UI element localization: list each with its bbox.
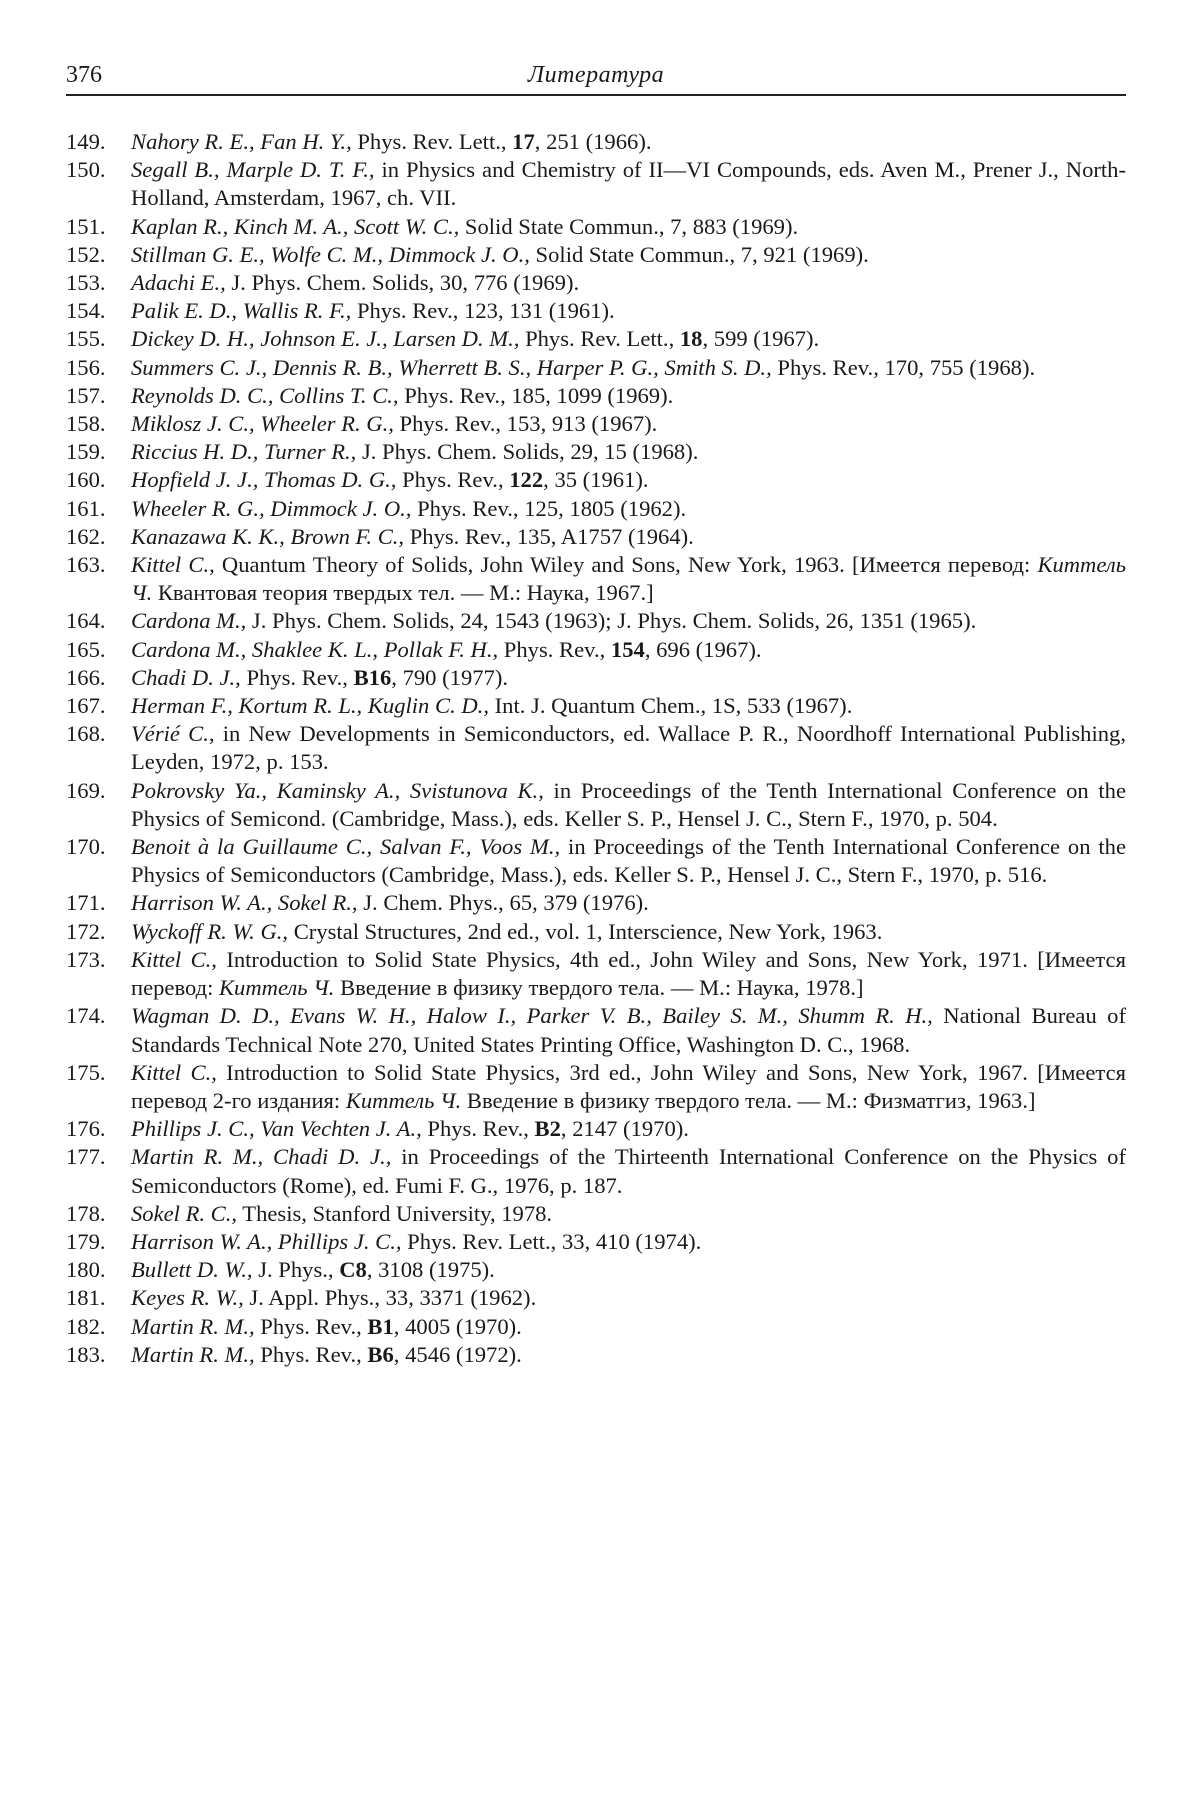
reference-number: 155. (66, 326, 106, 352)
reference-authors: Harrison W. A., Phillips J. C., (131, 1228, 402, 1254)
reference-citation: J. Phys. Chem. Solids, 29, 15 (1968). (356, 439, 699, 465)
reference-item (66, 269, 1126, 297)
reference-authors: Wyckoff R. W. G., (131, 918, 289, 944)
reference-text (131, 411, 657, 436)
reference-authors: Pokrovsky Ya., Kaminsky A., Svistunova K., (131, 777, 544, 803)
reference-authors: Riccius H. D., Turner R., (131, 439, 357, 465)
reference-authors: Phillips J. C., Van Vechten J. A., (131, 1116, 422, 1142)
reference-item (66, 1284, 1126, 1312)
reference-citation: Квантовая теория твердых тел. — М.: Наука, 1967.] (152, 580, 654, 606)
reference-citation: J. Phys., (252, 1257, 340, 1283)
reference-text (131, 242, 869, 267)
reference-item (66, 1200, 1126, 1228)
reference-number: 182. (66, 1313, 106, 1339)
reference-item (66, 382, 1126, 410)
reference-volume: B1 (367, 1313, 394, 1339)
reference-text (131, 1257, 495, 1282)
reference-authors: Herman F., Kortum R. L., Kuglin C. D., (131, 693, 489, 719)
reference-authors: Bullett D. W., (131, 1257, 253, 1283)
reference-authors: Stillman G. E., Wolfe C. M., Dimmock J. O., (131, 241, 530, 267)
reference-item (66, 636, 1126, 664)
reference-volume: B16 (353, 664, 392, 690)
reference-citation: , 2147 (1970). (560, 1116, 689, 1142)
reference-citation: Phys. Rev., (254, 1313, 368, 1339)
reference-item (66, 551, 1126, 607)
reference-number: 158. (66, 411, 106, 437)
reference-authors: Cardona M., Shaklee K. L., Pollak F. H., (131, 636, 499, 662)
reference-item (66, 833, 1126, 889)
reference-text (131, 214, 798, 239)
reference-item (66, 1115, 1126, 1143)
reference-volume: 154 (610, 636, 645, 662)
reference-citation: Int. J. Quantum Chem., 1S, 533 (1967). (488, 693, 853, 719)
reference-text (131, 1116, 689, 1141)
reference-number: 161. (66, 495, 106, 521)
reference-number: 166. (66, 664, 106, 690)
reference-number: 153. (66, 270, 106, 296)
reference-number: 162. (66, 523, 106, 549)
reference-list (66, 128, 1126, 1369)
reference-citation: Thesis, Stanford University, 1978. (237, 1200, 553, 1226)
reference-authors: Benoit à la Guillaume C., Salvan F., Voos M., (131, 834, 561, 860)
reference-item (66, 1002, 1126, 1058)
reference-text (131, 496, 686, 521)
reference-text (131, 524, 694, 549)
reference-citation: Введение в физику твердого тела. — М.: Физматгиз, 1963.] (461, 1087, 1036, 1113)
reference-citation: Crystal Structures, 2nd ed., vol. 1, Interscience, New York, 1963. (288, 918, 883, 944)
reference-authors: Vérié C., (131, 721, 215, 747)
reference-authors: Miklosz J. C., Wheeler R. G., (131, 411, 394, 437)
reference-number: 175. (66, 1059, 106, 1085)
reference-text (131, 129, 652, 154)
reference-item (66, 354, 1126, 382)
reference-citation: , 4546 (1972). (393, 1341, 522, 1367)
reference-item (66, 410, 1126, 438)
reference-number: 164. (66, 608, 106, 634)
reference-number: 167. (66, 693, 106, 719)
reference-citation: , 4005 (1970). (393, 1313, 522, 1339)
reference-number: 169. (66, 777, 106, 803)
reference-text (131, 298, 615, 323)
reference-number: 151. (66, 213, 106, 239)
reference-number: 173. (66, 946, 106, 972)
reference-item (66, 1256, 1126, 1284)
reference-number: 171. (66, 890, 106, 916)
reference-text (131, 1342, 522, 1367)
reference-volume: B6 (367, 1341, 394, 1367)
reference-authors: Martin R. M., (131, 1313, 255, 1339)
reference-citation: Phys. Rev., 123, 131 (1961). (351, 298, 615, 324)
reference-citation: Phys. Rev., (396, 467, 510, 493)
reference-citation: Solid State Commun., 7, 921 (1969). (529, 241, 869, 267)
reference-citation: , 251 (1966). (534, 129, 652, 154)
reference-text (131, 947, 1126, 1000)
reference-volume: C8 (339, 1257, 367, 1283)
reference-authors: Киттель Ч. (219, 975, 335, 1001)
reference-citation: Introduction to Solid State Physics, 3rd ed., John Wiley and Sons, New York, 1967. [Имеется перевод 2-го издания: (131, 1059, 1126, 1113)
reference-citation: Phys. Rev. Lett., 33, 410 (1974). (401, 1228, 702, 1254)
reference-item (66, 720, 1126, 776)
reference-text (131, 270, 579, 295)
reference-citation: Phys. Rev., (498, 636, 611, 662)
reference-item (66, 1059, 1126, 1115)
reference-citation: Phys. Rev., 153, 913 (1967). (393, 411, 658, 437)
reference-volume: 122 (509, 467, 544, 493)
reference-authors: Reynolds D. C., Collins T. C., (131, 382, 399, 408)
reference-number: 179. (66, 1228, 106, 1254)
reference-item (66, 297, 1126, 325)
reference-citation: Solid State Commun., 7, 883 (1969). (459, 213, 799, 239)
reference-text (131, 467, 649, 492)
reference-number: 170. (66, 834, 106, 860)
reference-item (66, 607, 1126, 635)
reference-authors: Kittel C., (131, 1059, 217, 1085)
reference-text (131, 1144, 1126, 1197)
reference-number: 165. (66, 636, 106, 662)
reference-item (66, 523, 1126, 551)
reference-citation: , 790 (1977). (391, 664, 509, 690)
reference-citation: in Proceedings of the Tenth International Conference on the Physics of Semiconductors (Cambridge, Mass.), eds. Keller S. P., Hensel J. C., Stern F., 1970, p. 516. (131, 834, 1126, 888)
reference-citation: , 35 (1961). (543, 467, 649, 493)
reference-item (66, 1313, 1126, 1341)
reference-citation: , 696 (1967). (644, 636, 762, 662)
reference-item (66, 918, 1126, 946)
reference-item (66, 213, 1126, 241)
reference-authors: Киттель Ч. (131, 552, 1126, 606)
page-header (66, 60, 1126, 96)
reference-volume: 17 (512, 129, 535, 154)
reference-citation: Phys. Rev., 135, A1757 (1964). (404, 523, 694, 549)
reference-citation: J. Phys. Chem. Solids, 30, 776 (1969). (225, 270, 580, 296)
reference-citation: in New Developments in Semiconductors, ed. Wallace P. R., Noordhoff International Publishing, Leyden, 1972, p. 153. (131, 721, 1126, 775)
reference-citation: , 3108 (1975). (366, 1257, 495, 1283)
reference-authors: Sokel R. C., (131, 1200, 238, 1226)
reference-text (131, 439, 698, 464)
page-number: 376 (66, 62, 102, 88)
reference-number: 178. (66, 1200, 106, 1226)
reference-authors: Martin R. M., (131, 1341, 255, 1367)
reference-citation: J. Phys. Chem. Solids, 24, 1543 (1963); J. Phys. Chem. Solids, 26, 1351 (1965). (246, 608, 977, 634)
reference-citation: Phys. Rev., 125, 1805 (1962). (411, 495, 687, 521)
reference-authors: Kittel C., (131, 946, 217, 972)
reference-item (66, 156, 1126, 212)
reference-number: 174. (66, 1003, 106, 1029)
reference-citation: Phys. Rev., (421, 1116, 535, 1142)
reference-item (66, 128, 1126, 156)
reference-text (131, 834, 1126, 887)
reference-citation: in Proceedings of the Thirteenth International Conference on the Physics of Semiconductors (Rome), ed. Fumi F. G., 1976, p. 187. (131, 1144, 1126, 1198)
reference-number: 168. (66, 721, 106, 747)
reference-number: 160. (66, 467, 106, 493)
reference-item (66, 946, 1126, 1002)
reference-number: 149. (66, 129, 106, 154)
reference-item (66, 325, 1126, 353)
reference-number: 183. (66, 1341, 106, 1367)
reference-citation: Введение в физику твердого тела. — М.: Наука, 1978.] (334, 975, 864, 1001)
reference-number: 154. (66, 298, 106, 324)
reference-authors: Wheeler R. G., Dimmock J. O., (131, 495, 412, 521)
reference-text (131, 1314, 522, 1339)
reference-authors: Dickey D. H., Johnson E. J., Larsen D. M., (131, 326, 520, 352)
reference-item (66, 664, 1126, 692)
reference-citation: Phys. Rev., (254, 1341, 368, 1367)
reference-text (131, 1285, 536, 1310)
reference-citation: , 599 (1967). (702, 326, 820, 352)
reference-authors: Adachi E., (131, 270, 226, 296)
reference-item (66, 692, 1126, 720)
reference-citation: National Bureau of Standards Technical Note 270, United States Printing Office, Washington D. C., 1968. (131, 1003, 1126, 1057)
reference-number: 177. (66, 1144, 106, 1170)
reference-number: 159. (66, 439, 106, 465)
reference-text (131, 1003, 1126, 1056)
reference-text (131, 919, 882, 944)
reference-text (131, 1060, 1126, 1113)
reference-authors: Keyes R. W., (131, 1285, 244, 1311)
reference-text (131, 1229, 701, 1254)
reference-text (131, 608, 976, 633)
reference-authors: Kanazawa K. K., Brown F. C., (131, 523, 405, 549)
reference-text (131, 890, 649, 915)
reference-number: 163. (66, 552, 106, 578)
reference-citation: Phys. Rev., 170, 755 (1968). (771, 354, 1036, 380)
reference-item (66, 495, 1126, 523)
reference-authors: Harrison W. A., Sokel R., (131, 890, 358, 916)
reference-text (131, 721, 1126, 774)
reference-authors: Martin R. M., Chadi D. J., (131, 1144, 392, 1170)
reference-authors: Segall B., Marple D. T. F., (131, 157, 375, 183)
reference-authors: Kittel C., (131, 552, 215, 578)
reference-authors: Chadi D. J., (131, 664, 241, 690)
reference-number: 150. (66, 157, 106, 183)
reference-citation: Phys. Rev. Lett., (351, 129, 513, 154)
reference-number: 180. (66, 1257, 106, 1283)
reference-item (66, 1143, 1126, 1199)
reference-number: 176. (66, 1116, 106, 1142)
reference-text (131, 383, 673, 408)
reference-text (131, 326, 819, 351)
reference-authors: Cardona M., (131, 608, 247, 634)
reference-citation: in Physics and Chemistry of II—VI Compounds, eds. Aven M., Prener J., North-Holland, Amsterdam, 1967, ch. VII. (131, 157, 1126, 211)
reference-text (131, 778, 1126, 831)
reference-item (66, 438, 1126, 466)
reference-text (131, 637, 762, 662)
reference-text (131, 693, 852, 718)
reference-item (66, 241, 1126, 269)
reference-authors: Hopfield J. J., Thomas D. G., (131, 467, 397, 493)
reference-item (66, 777, 1126, 833)
reference-authors: Wagman D. D., Evans W. H., Halow I., Parker V. B., Bailey S. M., Shumm R. H., (131, 1003, 933, 1029)
reference-citation: Phys. Rev. Lett., (519, 326, 680, 352)
reference-authors: Киттель Ч. (345, 1087, 462, 1113)
running-title: Литература (527, 62, 665, 88)
reference-volume: B2 (534, 1116, 561, 1142)
reference-number: 172. (66, 918, 106, 944)
reference-item (66, 466, 1126, 494)
reference-citation: Phys. Rev., (240, 664, 354, 690)
reference-text (131, 157, 1126, 210)
reference-citation: Quantum Theory of Solids, John Wiley and Sons, New York, 1963. [Имеется перевод: (214, 552, 1038, 578)
reference-text (131, 665, 508, 690)
reference-text (131, 1201, 552, 1226)
reference-authors: Palik E. D., Wallis R. F., (131, 298, 352, 324)
reference-item (66, 889, 1126, 917)
reference-authors: Summers C. J., Dennis R. B., Wherrett B. S., Harper P. G., Smith S. D., (131, 354, 772, 380)
reference-volume: 18 (679, 326, 703, 352)
reference-number: 152. (66, 241, 106, 267)
reference-item (66, 1228, 1126, 1256)
reference-citation: Introduction to Solid State Physics, 4th ed., John Wiley and Sons, New York, 1971. [Имеется перевод: (131, 946, 1126, 1001)
reference-citation: in Proceedings of the Tenth International Conference on the Physics of Semicond. (Cambridge, Mass.), eds. Keller S. P., Hensel J. C., Stern F., 1970, p. 504. (131, 777, 1126, 831)
reference-item (66, 1341, 1126, 1369)
reference-text (131, 355, 1035, 380)
reference-authors: Kaplan R., Kinch M. A., Scott W. C., (131, 213, 460, 239)
reference-number: 157. (66, 382, 106, 408)
reference-citation: Phys. Rev., 185, 1099 (1969). (398, 382, 674, 408)
reference-authors: Nahory R. E., Fan H. Y., (131, 129, 352, 154)
reference-citation: J. Chem. Phys., 65, 379 (1976). (357, 890, 649, 916)
reference-number: 156. (66, 354, 106, 380)
reference-text (131, 552, 1126, 605)
reference-number: 181. (66, 1285, 106, 1311)
reference-citation: J. Appl. Phys., 33, 3371 (1962). (243, 1285, 537, 1311)
